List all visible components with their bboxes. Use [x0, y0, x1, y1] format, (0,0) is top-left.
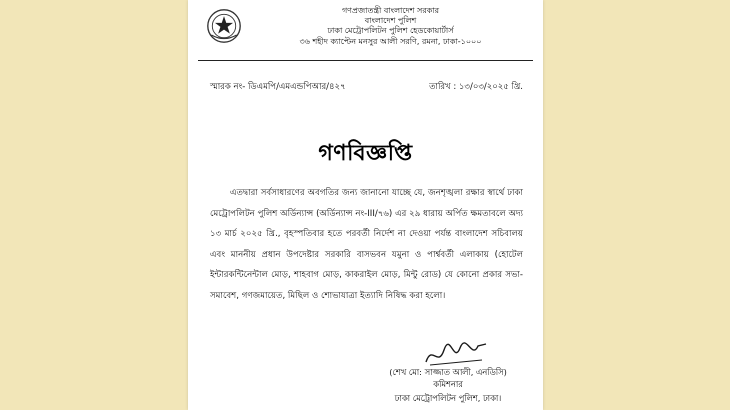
govt-name: গণপ্রজাতন্ত্রী বাংলাদেশ সরকার: [341, 6, 440, 15]
signatory-name: (শেখ মো: সাজ্জাত আলী, এনডিসি): [389, 367, 507, 377]
office-name: ঢাকা মেট্রোপলিটন পুলিশ হেডকোয়ার্টার্স: [327, 26, 454, 35]
signatory-org: ঢাকা মেট্রোপলিটন পুলিশ, ঢাকা।: [394, 393, 502, 403]
header-divider: [198, 60, 533, 61]
notice-body: এতদ্বারা সর্বসাধারণের অবগতির জন্য জানানো যাচ্ছে যে, জনশৃঙ্খলা রক্ষার স্বার্থে ঢাকা মেট্রোপলিটন পুলিশ অর্ডিন্যান্স (অর্ডিন্যান্স নং-III/৭৬) এর ২৯ ধারায় অর্পিত ক্ষমতাবলে অদ্য ১৩ মার্চ ২০২৫ খ্রি., বৃহস্পতিবার হতে পরবর্তী নির্দেশ না দেওয়া পর্যন্ত বাংলাদেশ সচিবালয় এবং মাননীয় প্রধান উপদেষ্টার সরকারি বাসভবন যমুনা ও পার্শ্ববর্তী এলাকায় (হোটেল ইন্টারকন্টিনেন্টাল মোড়, শাহবাগ মোড়, কাকরাইল মোড়, মিন্টু রোড) যে কোনো প্রকার সভা-সমাবেশ, গণজমায়েত, মিছিল ও শোভাযাত্রা ইত্যাদি নিষিদ্ধ করা হলো।: [210, 188, 523, 301]
letterhead: [248, 6, 533, 47]
memo-number: স্মারক নং- ডিএমপি/এমএন্ডপিআর/৪২৭: [210, 82, 346, 92]
notice-title: গণবিজ্ঞপ্তি: [318, 141, 413, 166]
office-address: ৩৬ শহীদ ক্যাপ্টেন মনসুর আলী সরণি, রমনা, ঢাকা-১০০০: [299, 37, 482, 46]
police-emblem-icon: [206, 8, 242, 44]
signatory-title: কমিশনার: [433, 379, 463, 389]
dept-name: বাংলাদেশ পুলিশ: [364, 16, 417, 25]
notice-document: [188, 0, 543, 410]
memo-date: তারিখ : ১৩/০৩/২০২৫ খ্রি.: [429, 82, 523, 92]
handwritten-signature: [422, 338, 492, 368]
memo-row: [210, 80, 523, 94]
